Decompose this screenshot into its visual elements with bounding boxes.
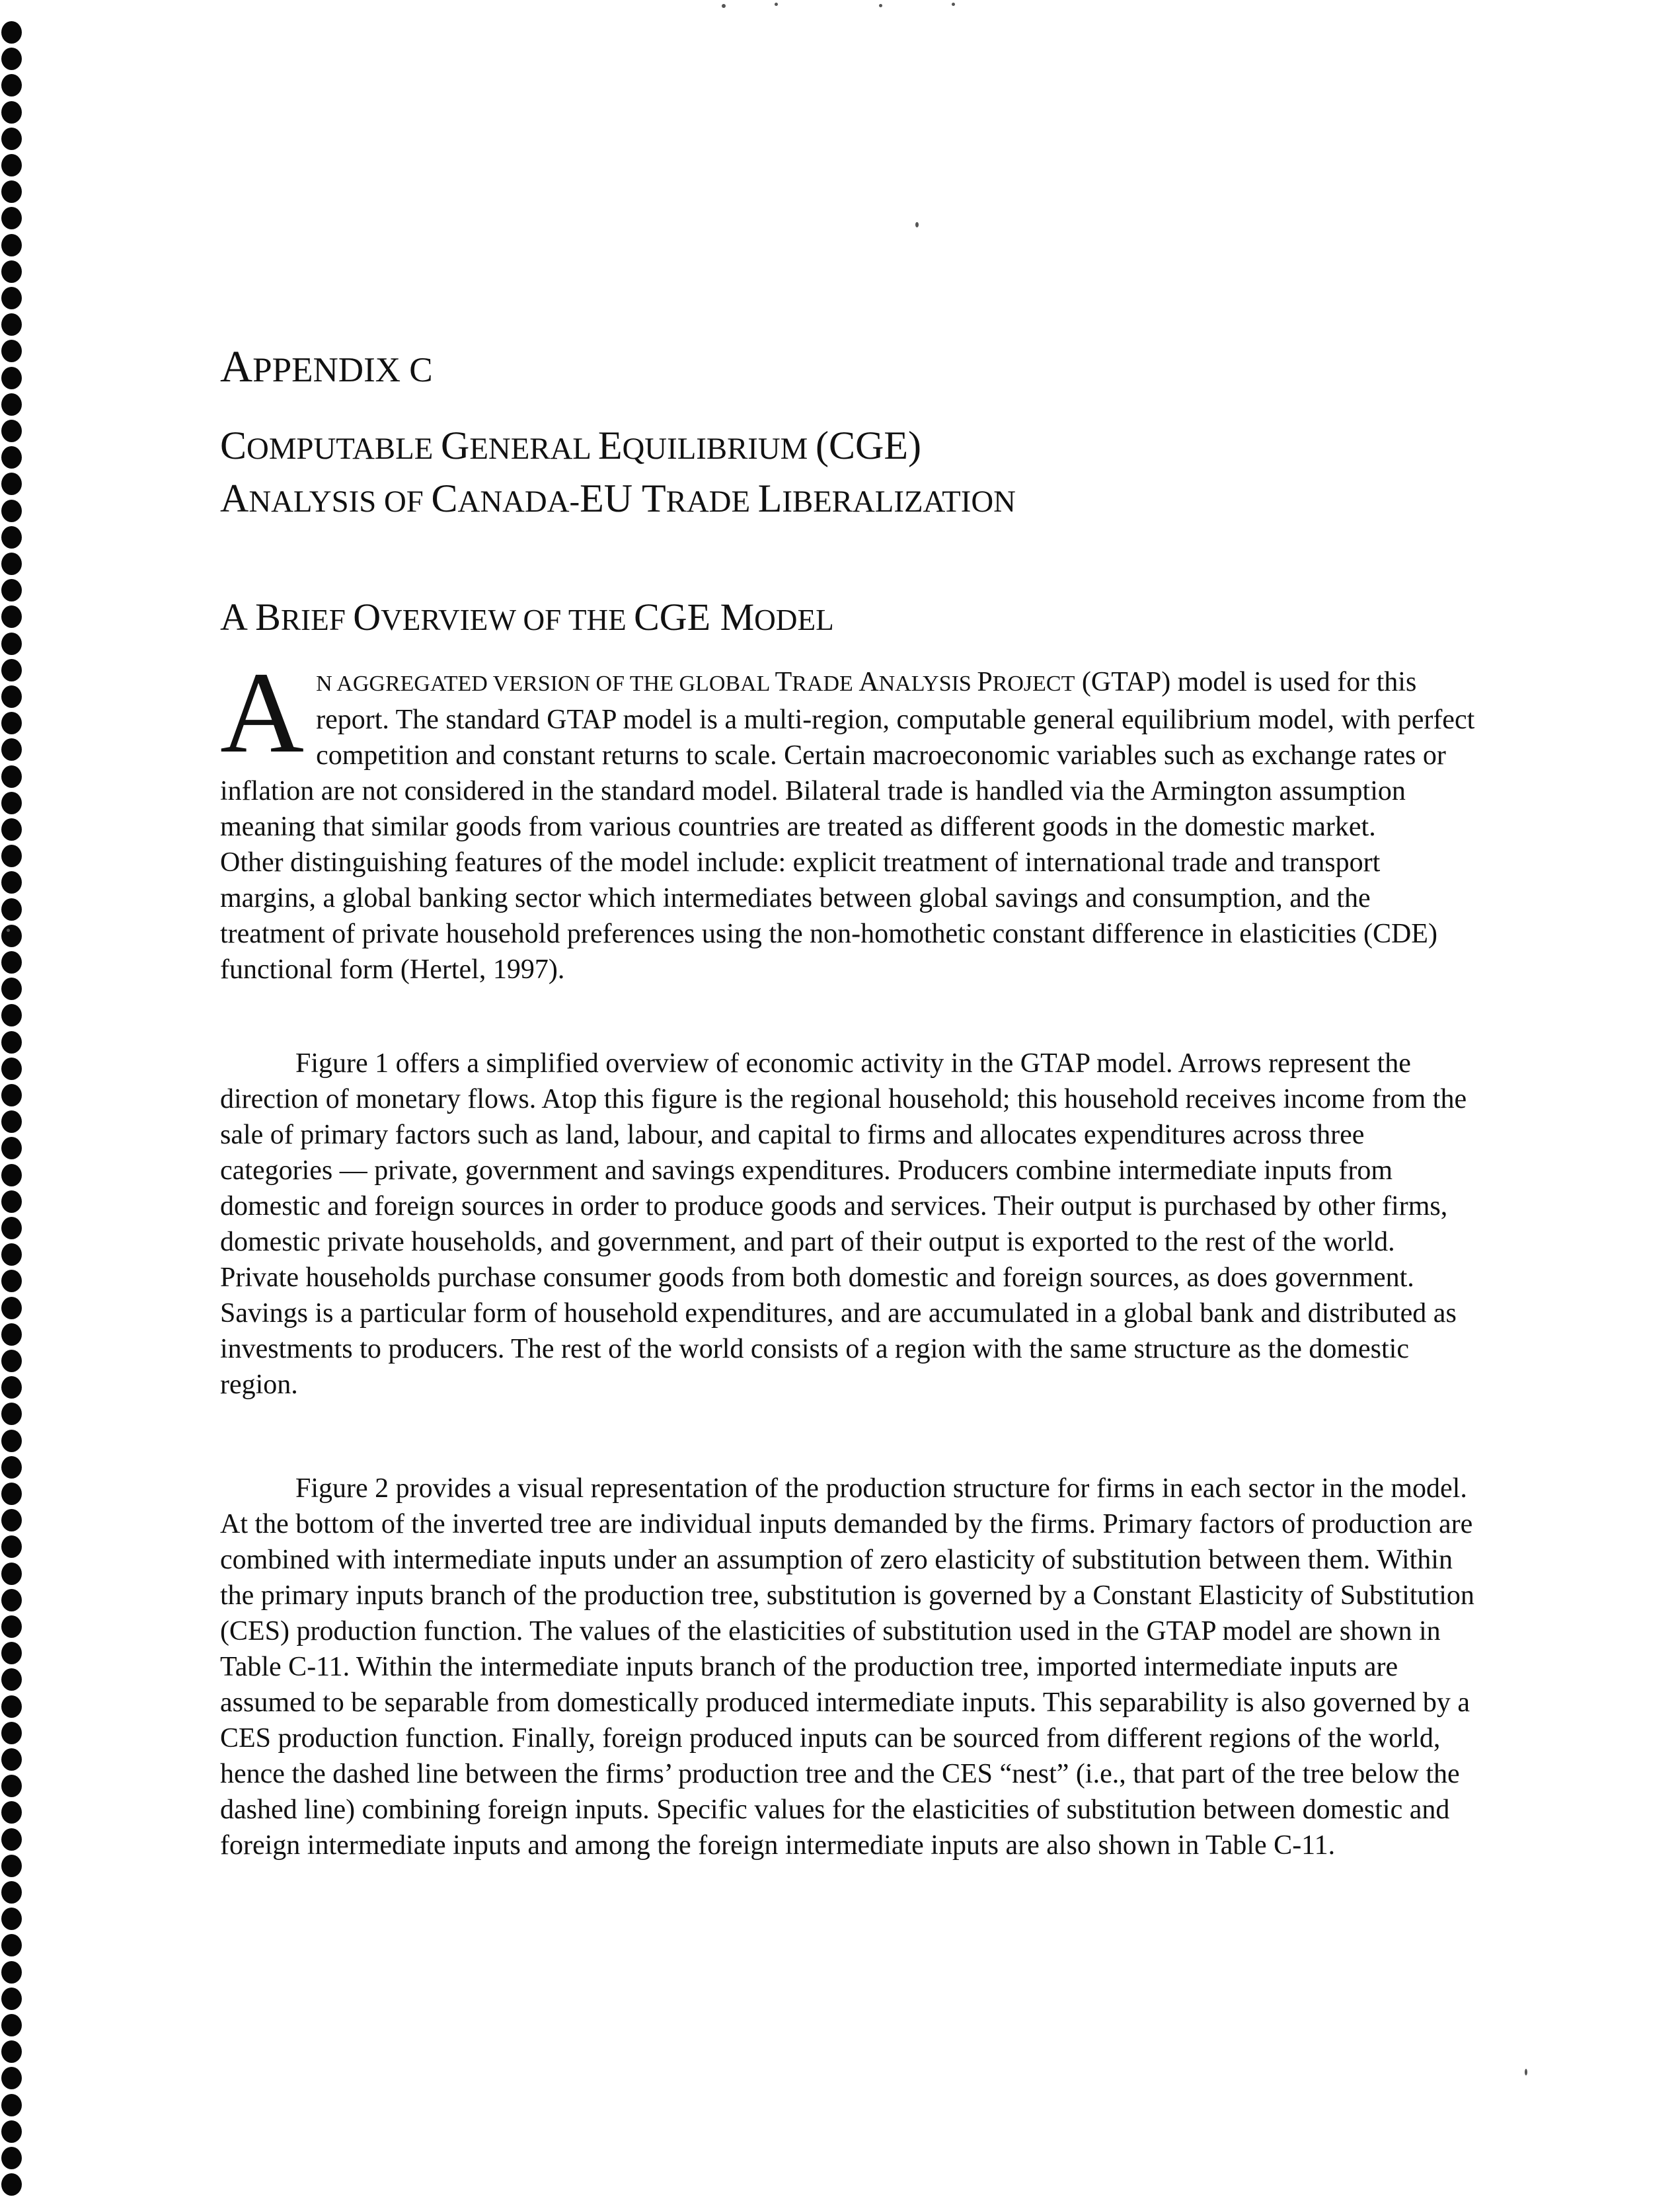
binder-hole bbox=[1, 712, 22, 734]
binder-hole bbox=[1, 2120, 22, 2143]
binder-hole bbox=[1, 1456, 22, 1479]
binder-hole bbox=[1, 845, 22, 867]
binder-hole bbox=[1, 128, 22, 150]
binder-hole bbox=[1, 1270, 22, 1292]
binder-hole bbox=[1, 1722, 22, 1744]
binder-hole bbox=[1, 2094, 22, 2116]
binder-hole bbox=[1, 101, 22, 124]
binder-hole bbox=[1, 792, 22, 814]
binder-hole bbox=[1, 1535, 22, 1558]
binder-hole bbox=[1, 2067, 22, 2089]
binder-hole bbox=[1, 1695, 22, 1718]
binder-hole bbox=[1, 579, 22, 601]
binder-hole bbox=[1, 1350, 22, 1372]
scan-speck bbox=[1525, 2069, 1527, 2075]
binder-hole bbox=[1, 898, 22, 921]
binder-hole bbox=[1, 1217, 22, 1239]
binder-hole bbox=[1, 2040, 22, 2063]
binder-hole bbox=[1, 287, 22, 309]
binder-hole bbox=[1, 818, 22, 841]
appendix-label: APPENDIX C bbox=[220, 341, 433, 391]
binder-hole bbox=[1, 48, 22, 70]
binder-hole bbox=[1, 1084, 22, 1106]
binder-hole bbox=[1, 1058, 22, 1080]
binder-hole bbox=[1, 1908, 22, 1930]
intro-paragraph bbox=[220, 648, 1476, 987]
binder-hole bbox=[1, 2147, 22, 2169]
binder-hole bbox=[1, 1563, 22, 1585]
binder-hole bbox=[1, 500, 22, 522]
binder-hole bbox=[1, 1855, 22, 1877]
binder-hole bbox=[1, 685, 22, 708]
intro-paragraph-part-1: A N AGGREGATED VERSION OF THE GLOBAL TRADE ANALYSIS PROJECT (GTAP) model is used for this report. The standard GTAP model is a multi-region, computable general equilibrium model, with perfect competition and constant returns to scale. Certain macroeconomic variables such as exchange rates or inflation are not considered in the standard model. Bilateral trade is handled via the Armington assumption meaning that similar goods from various countries are treated as different goods in the domestic market. bbox=[220, 648, 1475, 842]
page-title-line-1: COMPUTABLE GENERAL EQUILIBRIUM (CGE) bbox=[220, 424, 921, 467]
binder-hole bbox=[1, 1004, 22, 1026]
binder-hole bbox=[1, 446, 22, 469]
binder-hole bbox=[1, 1376, 22, 1399]
binder-hole bbox=[1, 180, 22, 203]
binder-hole bbox=[1, 74, 22, 97]
scan-speck bbox=[722, 4, 726, 8]
intro-paragraph-part-2: Other distinguishing features of the model include: explicit treatment of international trade and transport margins, a global banking sector which intermediates between global savings and consumption, and the treatment of private household preferences using the non-homothetic constant difference in elasticities (CDE) functional form (Hertel, 1997). bbox=[220, 847, 1437, 985]
binder-holes bbox=[0, 21, 26, 2202]
binder-hole bbox=[1, 951, 22, 974]
binder-hole bbox=[1, 207, 22, 229]
binder-hole bbox=[1, 473, 22, 495]
binder-hole bbox=[1, 340, 22, 362]
binder-hole bbox=[1, 1430, 22, 1452]
section-heading: A BRIEF OVERVIEW OF THE CGE MODEL bbox=[220, 596, 834, 638]
binder-hole bbox=[1, 925, 22, 947]
binder-hole bbox=[1, 1801, 22, 1824]
binder-hole bbox=[1, 553, 22, 575]
binder-hole bbox=[1, 1110, 22, 1133]
binder-hole bbox=[1, 1828, 22, 1851]
binder-hole bbox=[1, 765, 22, 788]
paragraph-figure-2: Figure 2 provides a visual representation of the production structure for firms in each sector in the model. At the bottom of the inverted tree are individual inputs demanded by the firms. Primary factors of production are combined with intermediate inputs under an assumption of zero elasticity of substitution between them. Within the primary inputs branch of the production tree, substitution is governed by a Constant Elasticity of Substitution (CES) production function. The values of the elasticities of substitution used in the GTAP model are shown in Table C-11. Within the intermediate inputs branch of the production tree, imported intermediate inputs are assumed to be separable from domestically produced intermediate inputs. This separability is also governed by a CES production function. Finally, foreign produced inputs can be sourced from different regions of the world, hence the dashed line between the firms’ production tree and the CES “nest” (i.e., that part of the tree below the dashed line) combining foreign inputs. Specific values for the elasticities of substitution between domestic and foreign intermediate inputs and among the foreign intermediate inputs are also shown in Table C-11. bbox=[220, 1473, 1474, 1861]
binder-hole bbox=[1, 978, 22, 1000]
binder-hole bbox=[1, 1615, 22, 1638]
page-title-line-2: ANALYSIS OF CANADA-EU TRADE LIBERALIZATION bbox=[220, 477, 1016, 520]
binder-hole bbox=[1, 1164, 22, 1186]
binder-hole bbox=[1, 1323, 22, 1346]
drop-cap: A bbox=[220, 648, 305, 777]
binder-hole bbox=[1, 1748, 22, 1771]
binder-hole bbox=[1, 1934, 22, 1956]
binder-hole bbox=[1, 1589, 22, 1611]
binder-hole bbox=[1, 526, 22, 549]
binder-hole bbox=[1, 605, 22, 628]
binder-hole bbox=[1, 1403, 22, 1425]
binder-hole bbox=[1, 260, 22, 283]
binder-hole bbox=[1, 1297, 22, 1319]
binder-hole bbox=[1, 1881, 22, 1904]
scan-speck bbox=[7, 929, 10, 932]
binder-hole bbox=[1, 1642, 22, 1664]
binder-hole bbox=[1, 234, 22, 256]
binder-hole bbox=[1, 367, 22, 389]
binder-hole bbox=[1, 1775, 22, 1797]
binder-hole bbox=[1, 2014, 22, 2036]
binder-hole bbox=[1, 1190, 22, 1213]
binder-hole bbox=[1, 1509, 22, 1531]
binder-hole bbox=[1, 393, 22, 416]
binder-hole bbox=[1, 420, 22, 442]
binder-hole bbox=[1, 2173, 22, 2196]
binder-hole bbox=[1, 1031, 22, 1054]
binder-hole bbox=[1, 871, 22, 894]
binder-hole bbox=[1, 659, 22, 681]
binder-hole bbox=[1, 1988, 22, 2010]
binder-hole bbox=[1, 1137, 22, 1159]
binder-hole bbox=[1, 633, 22, 655]
binder-hole bbox=[1, 738, 22, 761]
scan-speck bbox=[952, 3, 955, 6]
scan-speck bbox=[879, 4, 882, 7]
binder-hole bbox=[1, 1483, 22, 1505]
binder-hole bbox=[1, 1668, 22, 1691]
paragraph-figure-1: Figure 1 offers a simplified overview of economic activity in the GTAP model. Arrows represent the direction of monetary flows. Atop this figure is the regional household; this household receives income from the sale of primary factors such as land, labour, and capital to firms and allocates expenditures across three categories — private, government and savings expenditures. Producers combine intermediate inputs from domestic and foreign sources in order to produce goods and services. Their output is purchased by other firms, domestic private households, and government, and part of their output is exported to the rest of the world. Private households purchase consumer goods from both domestic and foreign sources, as does government. Savings is a particular form of household expenditures, and are accumulated in a global bank and distributed as investments to producers. The rest of the world consists of a region with the same structure as the domestic region. bbox=[220, 1048, 1467, 1400]
binder-hole bbox=[1, 313, 22, 336]
binder-hole bbox=[1, 154, 22, 176]
scan-speck bbox=[915, 222, 919, 227]
binder-hole bbox=[1, 21, 22, 44]
scan-speck bbox=[775, 3, 778, 6]
binder-hole bbox=[1, 1961, 22, 1984]
binder-hole bbox=[1, 1243, 22, 1266]
